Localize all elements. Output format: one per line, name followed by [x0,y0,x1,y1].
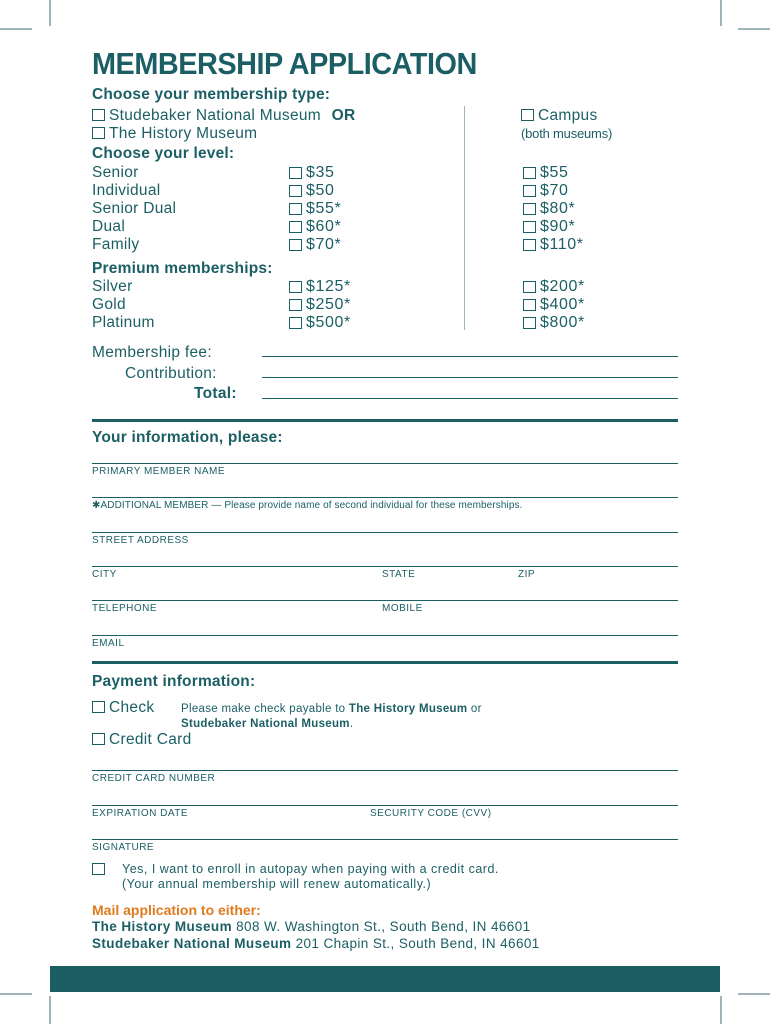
campus-option[interactable] [523,296,585,314]
total-line[interactable] [262,398,678,399]
option-studebaker-label: Studebaker National Museum [109,107,321,124]
signature-line[interactable] [92,839,678,840]
single-museum-option[interactable] [289,200,341,218]
checkbox[interactable] [523,203,536,215]
price: $55* [306,200,342,217]
street-line[interactable] [92,532,678,533]
phone-line[interactable] [92,600,678,601]
price: $55 [540,164,569,181]
autopay-line-2: (Your annual membership will renew automatically.) [122,877,432,891]
checkbox[interactable] [523,299,536,311]
price: $250* [306,296,351,313]
membership-fee-line[interactable] [262,356,678,357]
card-number-label: CREDIT CARD NUMBER [92,773,216,784]
premium-heading: Premium memberships: [92,260,273,277]
price: $200* [540,278,585,295]
checkbox[interactable] [289,317,302,329]
check-note-end: . [349,718,354,730]
option-history[interactable] [92,125,257,143]
additional-member-line[interactable] [92,497,678,498]
check-note-text: Please make check payable to [181,703,346,715]
option-campus[interactable] [521,107,598,125]
crop-mark [720,0,722,26]
option-check[interactable] [92,699,154,717]
expiration-line[interactable] [92,805,678,806]
checkbox-history[interactable] [92,127,105,139]
column-divider [464,106,465,330]
campus-note: (both museums) [521,126,613,141]
single-museum-option[interactable] [289,296,351,314]
option-studebaker[interactable] [92,107,355,125]
level-label: Dual [92,218,126,235]
credit-card-label: Credit Card [109,731,192,748]
checkbox[interactable] [523,167,536,179]
crop-mark [738,28,770,30]
autopay-line-1: Yes, I want to enroll in autopay when paying with a credit card. [122,862,499,876]
campus-option[interactable] [523,218,575,236]
checkbox[interactable] [523,239,536,251]
checkbox[interactable] [289,167,302,179]
page-title: MEMBERSHIP APPLICATION [92,46,477,81]
security-code-label: SECURITY CODE (CVV) [370,808,492,819]
mail-history-name: The History Museum [92,919,232,934]
option-campus-label: Campus [538,107,598,124]
single-museum-option[interactable] [289,278,351,296]
single-museum-option[interactable] [289,164,335,182]
single-museum-option[interactable] [289,314,351,332]
checkbox-autopay[interactable] [92,863,105,875]
crop-mark [49,0,51,26]
level-heading: Choose your level: [92,145,235,162]
price: $70 [540,182,569,199]
info-heading: Your information, please: [92,429,283,446]
level-label: Senior [92,164,139,181]
contribution-line[interactable] [262,377,678,378]
footer-bar [50,966,720,992]
price: $60* [306,218,342,235]
price: $80* [540,200,576,217]
state-label: STATE [382,569,416,580]
signature-label: SIGNATURE [92,842,155,853]
mail-history-address: 808 W. Washington St., South Bend, IN 46601 [236,919,531,934]
checkbox[interactable] [523,185,536,197]
price: $35 [306,164,335,181]
check-note-history: The History Museum [348,703,468,715]
price: $70* [306,236,342,253]
level-label: Gold [92,296,126,313]
campus-option[interactable] [523,182,569,200]
crop-mark [0,993,32,995]
crop-mark [720,996,722,1024]
email-label: EMAIL [92,638,125,649]
autopay-text [122,862,499,892]
membership-fee-label: Membership fee: [92,344,212,361]
checkbox[interactable] [289,221,302,233]
primary-member-label: PRIMARY MEMBER NAME [92,466,226,477]
checkbox-credit-card[interactable] [92,733,105,745]
autopay-option[interactable] [92,861,109,879]
checkbox[interactable] [289,185,302,197]
section-divider [92,419,678,422]
checkbox[interactable] [289,239,302,251]
expiration-label: EXPIRATION DATE [92,808,189,819]
checkbox[interactable] [289,299,302,311]
single-museum-option[interactable] [289,218,341,236]
check-note-or: or [470,703,482,715]
check-label: Check [109,699,155,716]
mail-history [92,919,531,934]
price: $50 [306,182,335,199]
level-label: Platinum [92,314,155,331]
section-divider [92,661,678,664]
campus-option[interactable] [523,236,584,254]
level-label: Individual [92,182,161,199]
or-word: OR [331,107,356,124]
additional-member-label: ✱ADDITIONAL MEMBER — Please provide name of second individual for these memberships. [92,500,523,511]
level-label: Family [92,236,140,253]
mail-heading: Mail application to either: [92,902,261,918]
campus-option[interactable] [523,278,585,296]
payment-heading: Payment information: [92,673,256,690]
price: $125* [306,278,351,295]
street-label: STREET ADDRESS [92,535,189,546]
email-line[interactable] [92,635,678,636]
checkbox[interactable] [289,203,302,215]
option-history-label: The History Museum [109,125,258,142]
mobile-label: MOBILE [382,603,423,614]
checkbox[interactable] [523,221,536,233]
crop-mark [49,996,51,1024]
campus-option[interactable] [523,200,575,218]
price: $400* [540,296,585,313]
contribution-label: Contribution: [125,365,217,382]
crop-mark [738,993,770,995]
checkbox[interactable] [523,281,536,293]
mail-studebaker-address: 201 Chapin St., South Bend, IN 46601 [295,936,540,951]
card-number-line[interactable] [92,770,678,771]
mail-studebaker [92,936,540,951]
campus-option[interactable] [523,164,569,182]
price: $110* [540,236,584,253]
zip-label: ZIP [518,569,536,580]
checkbox-studebaker[interactable] [92,109,105,121]
checkbox[interactable] [289,281,302,293]
city-state-zip-line[interactable] [92,566,678,567]
price: $800* [540,314,585,331]
option-credit-card[interactable] [92,731,192,749]
telephone-label: TELEPHONE [92,603,158,614]
price: $90* [540,218,576,235]
city-label: CITY [92,569,117,580]
price: $500* [306,314,351,331]
check-note [181,702,482,732]
campus-option[interactable] [523,314,585,332]
checkbox-campus[interactable] [521,109,534,121]
checkbox-check[interactable] [92,701,105,713]
checkbox[interactable] [523,317,536,329]
level-label: Silver [92,278,133,295]
total-label: Total: [194,385,237,402]
check-note-studebaker: Studebaker National Museum [181,718,350,730]
mail-studebaker-name: Studebaker National Museum [92,936,292,951]
primary-member-line[interactable] [92,463,678,464]
single-museum-option[interactable] [289,236,341,254]
crop-mark [0,28,32,30]
membership-type-heading: Choose your membership type: [92,86,331,103]
level-label: Senior Dual [92,200,177,217]
single-museum-option[interactable] [289,182,335,200]
